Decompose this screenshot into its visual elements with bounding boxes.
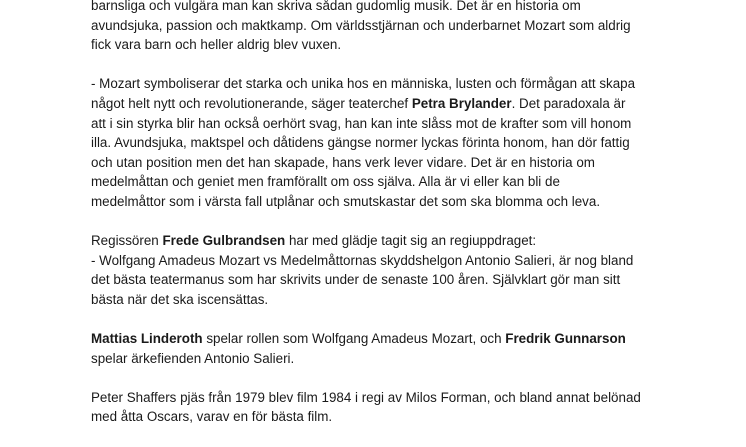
text-line (91, 94, 741, 114)
person-name-petra-brylander: Petra Brylander (411, 95, 512, 111)
text-line: barnsliga och vulgära man kan skriva sådan gudomlig musik. Det är en historia om (91, 0, 581, 13)
text-line: bästa när det ska iscensättas. (91, 291, 269, 307)
text-line: - Mozart symboliserar det starka och unika hos en människa, lusten och förmågan att skapa (91, 76, 636, 92)
text-segment: har med glädje tagit sig an regiuppdraget: (285, 233, 537, 249)
text-line (91, 329, 741, 349)
paragraph-background (91, 388, 741, 427)
paragraph-intro (91, 0, 741, 55)
text-line: och utan position men det han skapade, hans verk lever vidare. Det är en historia om (91, 154, 595, 170)
text-line (91, 231, 741, 251)
text-line: det bästa teatermanus som har skrivits under de senaste 100 åren. Självklart gör man sitt (91, 272, 621, 288)
text-segment: spelar rollen som Wolfgang Amadeus Mozart, och (202, 331, 506, 347)
paragraph-cast (91, 329, 741, 368)
text-line: med åtta Oscars, varav en för bästa film. (91, 409, 333, 425)
text-segment: Regissören (91, 233, 163, 249)
text-line: illa. Avundsjuka, maktspel och dåtidens gängse normer lyckas förinta honom, han dör fattig (91, 135, 630, 151)
person-name-frede-gulbrandsen: Frede Gulbrandsen (162, 233, 286, 249)
text-line: - Wolfgang Amadeus Mozart vs Medelmåttornas skyddshelgon Antonio Salieri, är nog bland (91, 252, 634, 268)
text-segment: något helt nytt och revolutionerande, säger teaterchef (91, 95, 412, 111)
text-line: fick vara barn och heller aldrig blev vuxen. (91, 37, 342, 53)
paragraph-theatre-director-quote (91, 74, 741, 211)
person-name-mattias-linderoth: Mattias Linderoth (91, 331, 203, 347)
text-line: spelar ärkefienden Antonio Salieri. (91, 350, 295, 366)
text-line: att i sin styrka blir han också oerhört svag, han kan inte slåss mot de krafter som vill honom (91, 115, 632, 131)
text-segment: . Det paradoxala är (511, 95, 626, 111)
text-line: medelmåttan och geniet men framförallt om oss själva. Alla är vi eller kan bli de (91, 174, 560, 190)
document-page (91, 0, 741, 447)
text-line: Peter Shaffers pjäs från 1979 blev film 1984 i regi av Milos Forman, och bland annat belönad (91, 389, 641, 405)
paragraph-director-quote (91, 231, 741, 309)
text-line: avundsjuka, passion och maktkamp. Om världsstjärnan och underbarnet Mozart som aldrig (91, 17, 631, 33)
person-name-fredrik-gunnarson: Fredrik Gunnarson (505, 331, 626, 347)
text-line: medelmåttor som i värsta fall utplånar och smutskastar det som ska blomma och leva. (91, 193, 601, 209)
